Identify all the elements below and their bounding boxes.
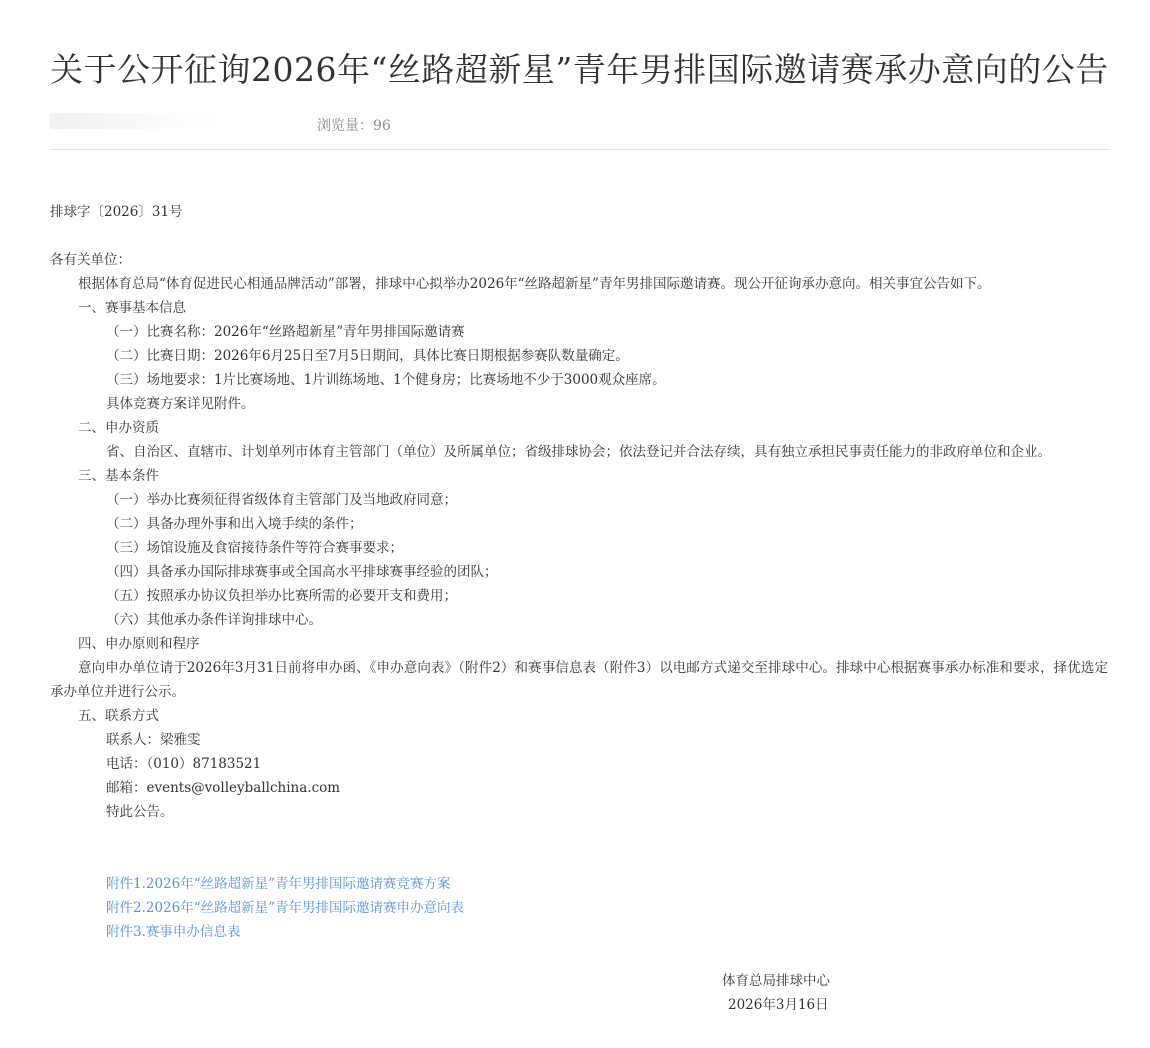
section-heading-5: 五、联系方式 bbox=[78, 708, 159, 724]
contact-person: 联系人：梁雅雯 bbox=[106, 732, 201, 748]
section-heading-1: 一、赛事基本信息 bbox=[78, 300, 186, 316]
attachment-link-3[interactable]: 附件3.赛事申办信息表 bbox=[106, 924, 241, 940]
closing-line: 特此公告。 bbox=[106, 804, 174, 820]
s3-item-4: （四）具备承办国际排球赛事或全国高水平排球赛事经验的团队； bbox=[106, 564, 498, 580]
salutation: 各有关单位： bbox=[50, 252, 131, 268]
s3-item-6: （六）其他承办条件详询排球中心。 bbox=[106, 612, 322, 628]
s1-item-3: （三）场地要求：1片比赛场地、1片训练场地、1个健身房；比赛场地不少于3000观众座席。 bbox=[106, 372, 666, 388]
s3-item-5: （五）按照承办协议负担举办比赛所需的必要开支和费用； bbox=[106, 588, 457, 604]
attachment-link-2[interactable]: 附件2.2026年“丝路超新星”青年男排国际邀请赛申办意向表 bbox=[106, 900, 465, 916]
article-body bbox=[50, 200, 1112, 944]
section-heading-3: 三、基本条件 bbox=[78, 468, 159, 484]
s3-item-2: （二）具备办理外事和出入境手续的条件； bbox=[106, 516, 363, 532]
signature-date: 2026年3月16日 bbox=[728, 997, 829, 1013]
author-source-meta bbox=[50, 113, 220, 129]
contact-email: 邮箱：events@volleyballchina.com bbox=[106, 780, 341, 796]
intro-paragraph: 根据体育总局“体育促进民心相通品牌活动”部署，排球中心拟举办2026年“丝路超新星”青年男排国际邀请赛。现公开征询承办意向。相关事宜公告如下。 bbox=[78, 276, 991, 292]
s1-item-1: （一）比赛名称：2026年“丝路超新星”青年男排国际邀请赛 bbox=[106, 324, 465, 340]
s3-item-1: （一）举办比赛须征得省级体育主管部门及当地政府同意； bbox=[106, 492, 457, 508]
s3-item-3: （三）场馆设施及食宿接待条件等符合赛事要求； bbox=[106, 540, 403, 556]
page-title: 关于公开征询2026年“丝路超新星”青年男排国际邀请赛承办意向的公告 bbox=[50, 50, 1109, 89]
s1-item-2: （二）比赛日期：2026年6月25日至7月5日期间，具体比赛日期根据参赛队数量确定。 bbox=[106, 348, 629, 364]
s2-text: 省、自治区、直辖市、计划单列市体育主管部门（单位）及所属单位；省级排球协会；依法登记并合法存续，具有独立承担民事责任能力的非政府单位和企业。 bbox=[106, 444, 1051, 460]
signature-org: 体育总局排球中心 bbox=[722, 973, 830, 989]
s1-note: 具体竞赛方案详见附件。 bbox=[106, 396, 255, 412]
contact-phone: 电话：（010）87183521 bbox=[106, 756, 262, 772]
section-heading-2: 二、申办资质 bbox=[78, 420, 159, 436]
doc-number: 排球字〔2026〕31号 bbox=[50, 204, 183, 220]
title-divider bbox=[50, 149, 1110, 150]
view-count: 浏览量：96 bbox=[317, 118, 391, 134]
attachment-link-1[interactable]: 附件1.2026年“丝路超新星”青年男排国际邀请赛竞赛方案 bbox=[106, 876, 451, 892]
s4-text: 意向申办单位请于2026年3月31日前将申办函、《申办意向表》（附件2）和赛事信息表（附件3）以电邮方式递交至排球中心。排球中心根据赛事承办标准和要求，择优选定承办单位并进行公示。 bbox=[50, 660, 1108, 700]
section-heading-4: 四、申办原则和程序 bbox=[78, 636, 200, 652]
